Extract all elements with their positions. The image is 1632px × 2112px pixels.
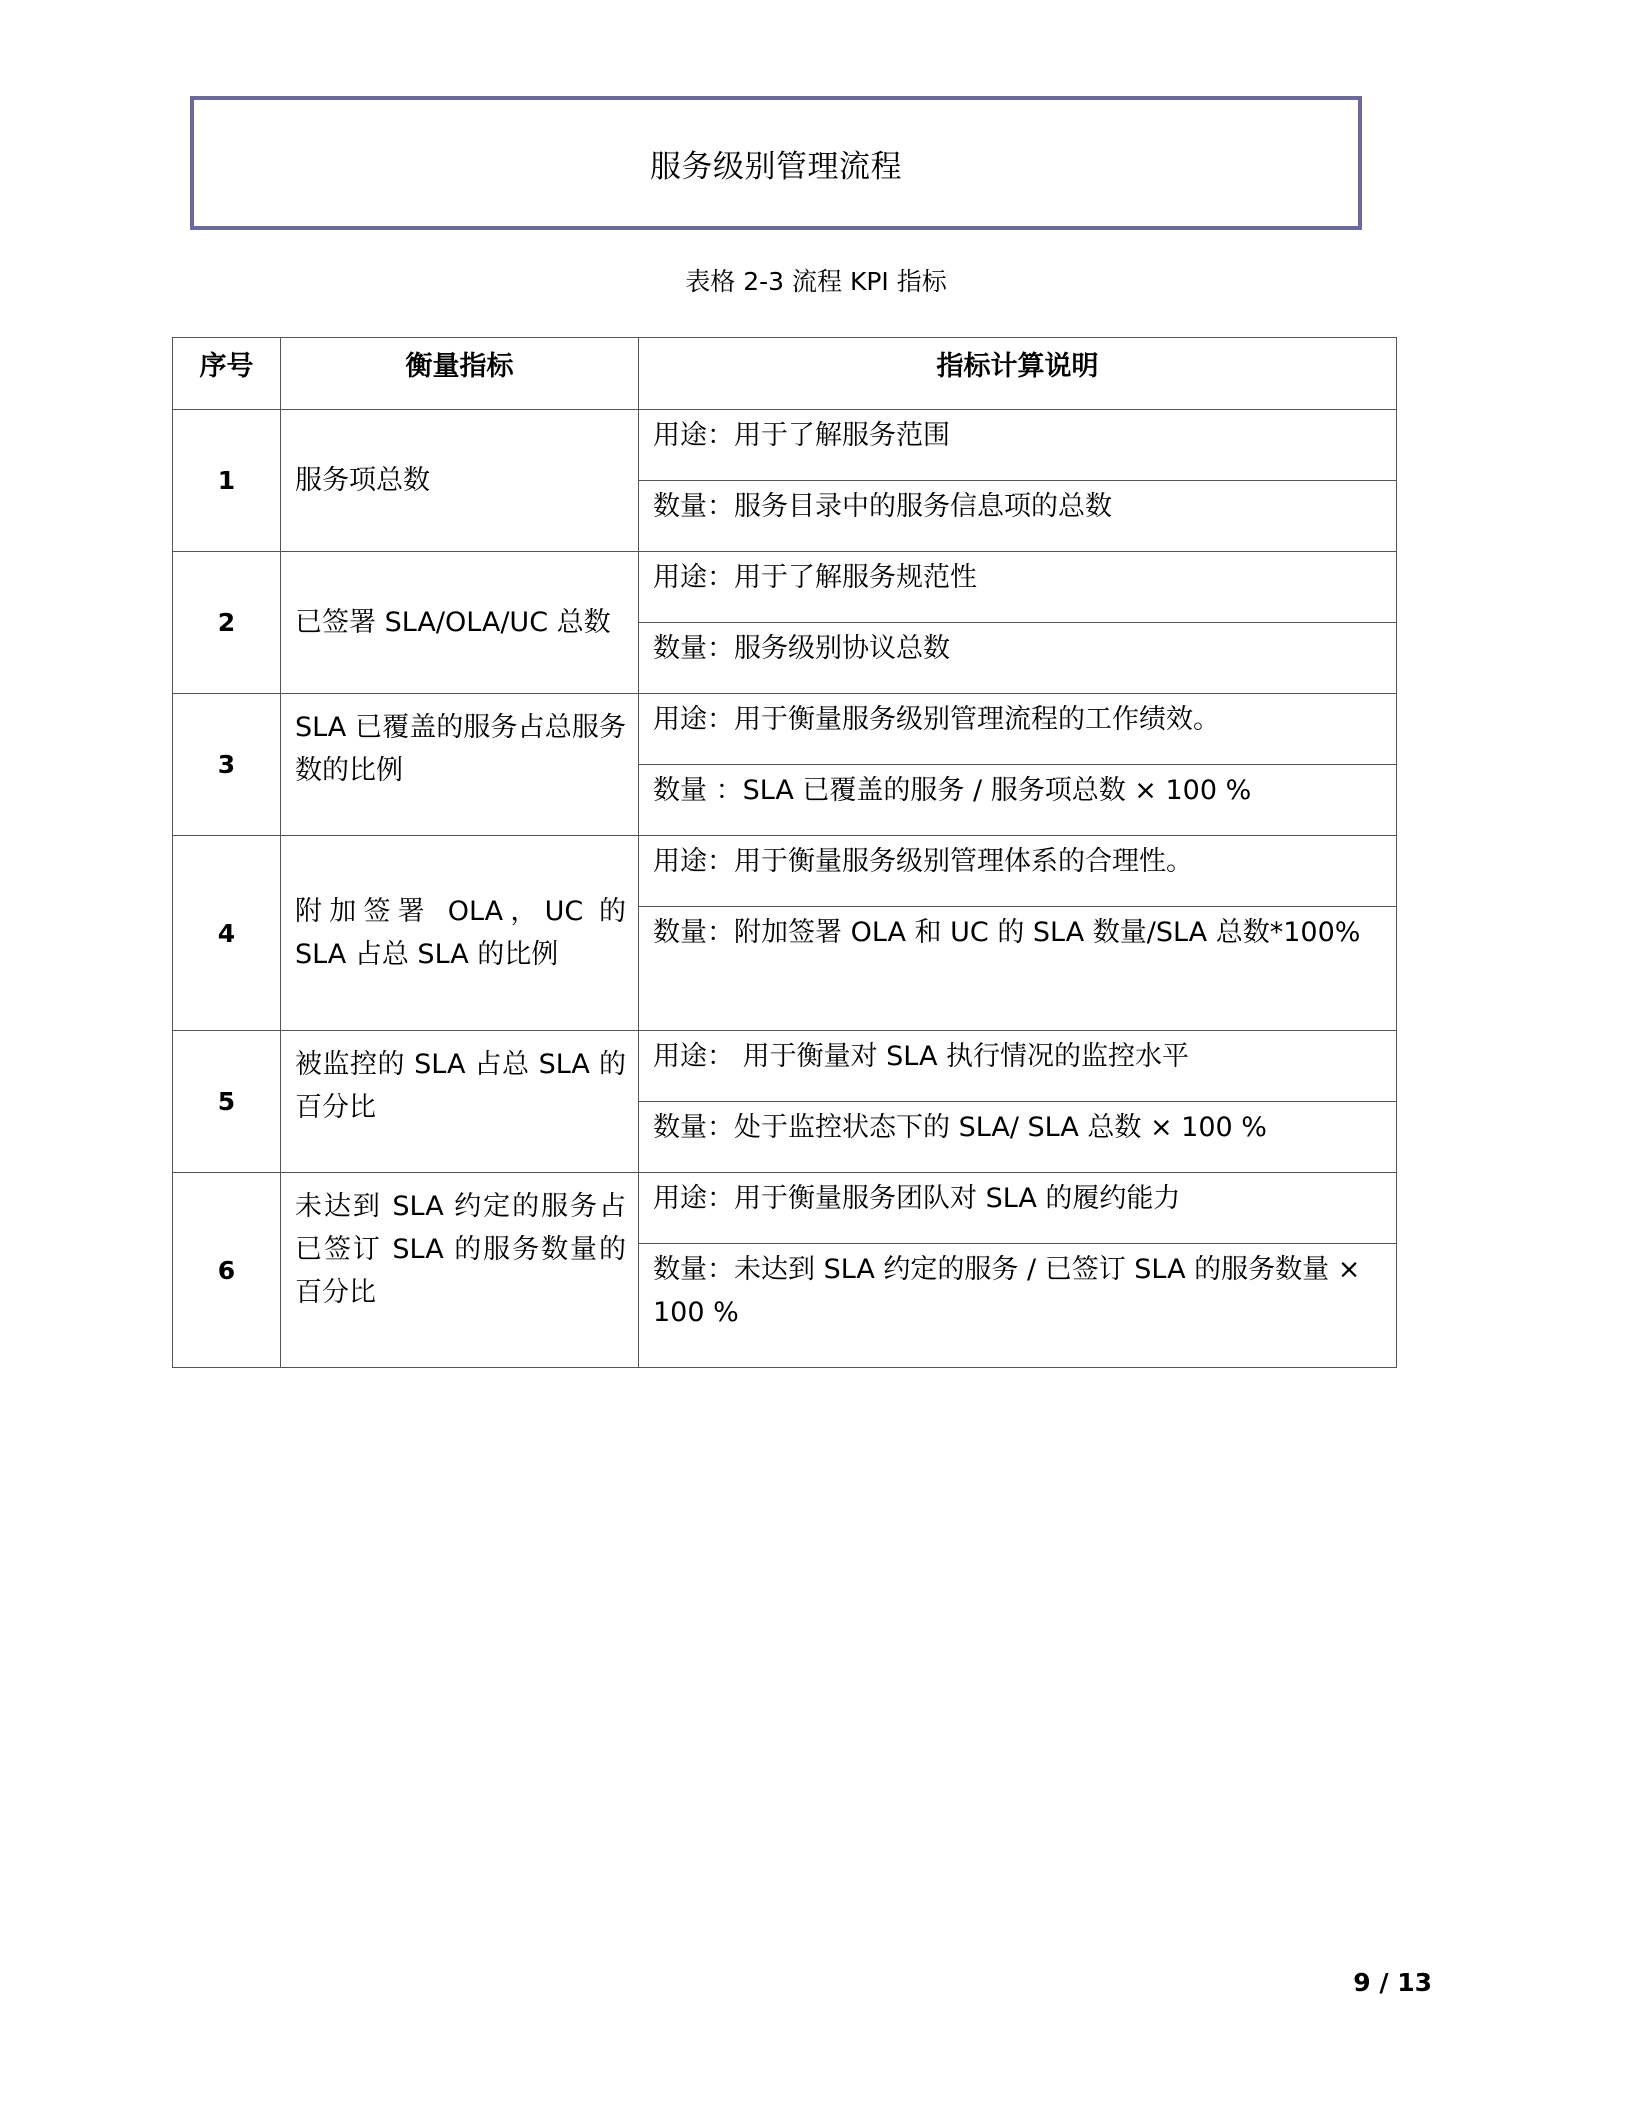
metric-cell: 服务项总数	[281, 410, 639, 552]
quantity-cell: 数量：处于监控状态下的 SLA/ SLA 总数 × 100 %	[639, 1102, 1397, 1173]
metric-cell: SLA 已覆盖的服务占总服务数的比例	[281, 694, 639, 836]
quantity-cell: 数量：未达到 SLA 约定的服务 / 已签订 SLA 的服务数量 × 100 %	[639, 1244, 1397, 1368]
table-row	[173, 410, 1397, 481]
purpose-cell: 用途：用于了解服务范围	[639, 410, 1397, 481]
document-header-box	[190, 96, 1362, 230]
quantity-cell: 数量 ：SLA 已覆盖的服务 / 服务项总数 × 100 %	[639, 765, 1397, 836]
kpi-table	[172, 337, 1397, 1368]
header-no: 序号	[173, 338, 281, 410]
quantity-cell: 数量：附加签署 OLA 和 UC 的 SLA 数量/SLA 总数*100%	[639, 907, 1397, 1031]
table-row	[173, 552, 1397, 623]
row-number: 5	[173, 1031, 281, 1173]
header-metric: 衡量指标	[281, 338, 639, 410]
row-number: 6	[173, 1173, 281, 1368]
table-row	[173, 836, 1397, 907]
row-number: 4	[173, 836, 281, 1031]
purpose-cell: 用途：用于衡量服务级别管理体系的合理性。	[639, 836, 1397, 907]
metric-cell: 已签署 SLA/OLA/UC 总数	[281, 552, 639, 694]
header-desc: 指标计算说明	[639, 338, 1397, 410]
purpose-cell: 用途：用于衡量服务团队对 SLA 的履约能力	[639, 1173, 1397, 1244]
metric-cell: 未达到 SLA 约定的服务占已签订 SLA 的服务数量的百分比	[281, 1173, 639, 1368]
table-row	[173, 1031, 1397, 1102]
row-number: 1	[173, 410, 281, 552]
table-caption: 表格 2-3 流程 KPI 指标	[685, 267, 947, 296]
table-row	[173, 1173, 1397, 1244]
row-number: 2	[173, 552, 281, 694]
quantity-cell: 数量：服务级别协议总数	[639, 623, 1397, 694]
quantity-cell: 数量：服务目录中的服务信息项的总数	[639, 481, 1397, 552]
table-row	[173, 694, 1397, 765]
document-title: 服务级别管理流程	[650, 148, 902, 185]
metric-cell: 被监控的 SLA 占总 SLA 的百分比	[281, 1031, 639, 1173]
purpose-cell: 用途：用于衡量服务级别管理流程的工作绩效。	[639, 694, 1397, 765]
purpose-cell: 用途：用于了解服务规范性	[639, 552, 1397, 623]
table-header-row	[173, 338, 1397, 410]
purpose-cell: 用途： 用于衡量对 SLA 执行情况的监控水平	[639, 1031, 1397, 1102]
row-number: 3	[173, 694, 281, 836]
metric-cell: 附加签署 OLA，UC 的 SLA 占总 SLA 的比例	[281, 836, 639, 1031]
page-number: 9 / 13	[1353, 1968, 1432, 1997]
